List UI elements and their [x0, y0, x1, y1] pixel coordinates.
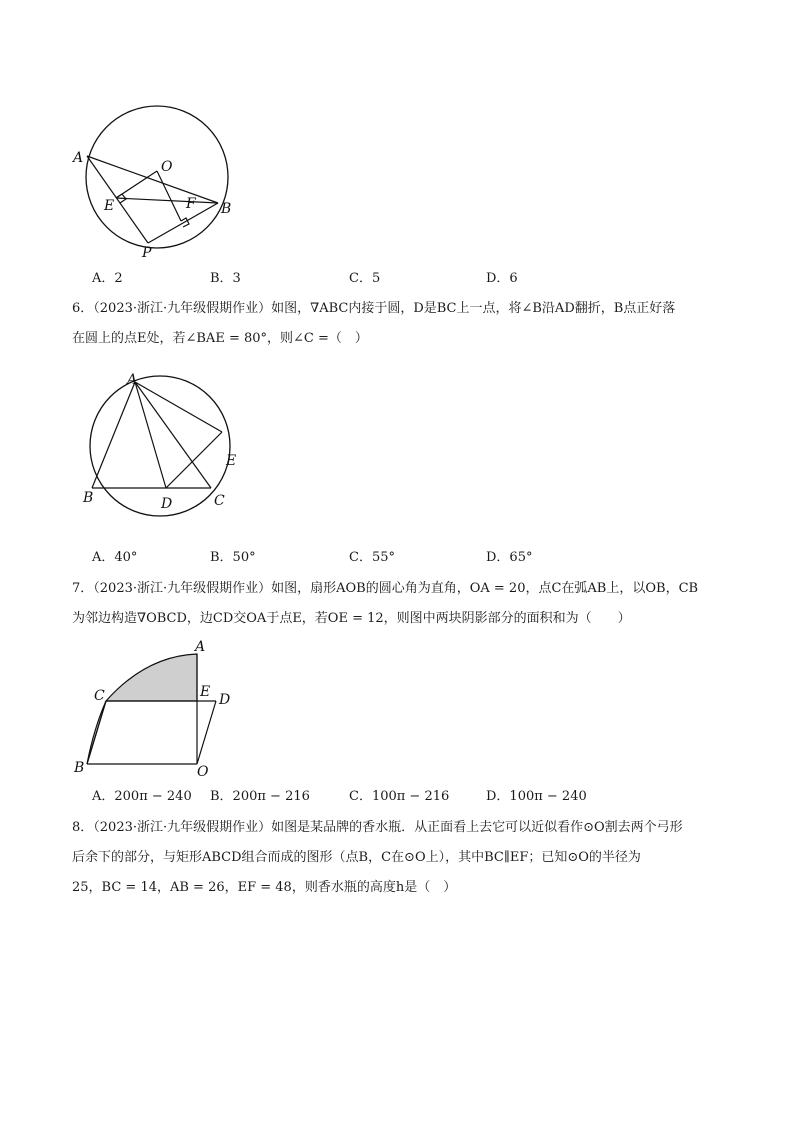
q7-option-b: B．200π − 216	[210, 789, 310, 804]
q6-label-a: A	[127, 372, 138, 388]
q6-option-c: C．55°	[349, 550, 395, 565]
q7-text-line-2: 为邻边构造∇OBCD，边CD交OA于点E，若OE = 12，则图中两块阴影部分的面积和为（ ）	[72, 611, 631, 626]
q7-option-a: A．200π − 240	[92, 789, 192, 804]
q7-label-e: E	[200, 684, 211, 700]
q5-label-p: P	[142, 245, 152, 261]
q7-option-c: C．100π − 216	[349, 789, 450, 804]
q6-option-a: A．40°	[92, 550, 138, 565]
q5-option-a: A．2	[92, 271, 123, 286]
q7-label-a: A	[195, 639, 206, 655]
q8-text-line-1: 8．（2023·浙江·九年级假期作业）如图是某品牌的香水瓶．从正面看上去它可以近似看作⊙O割去两个弓形	[72, 820, 683, 835]
q5-label-e: E	[104, 198, 115, 214]
q8-text-line-3: 25，BC = 14，AB = 26，EF = 48，则香水瓶的高度h是（ ）	[72, 880, 457, 895]
q7-text-line-1: 7．（2023·浙江·九年级假期作业）如图，扇形AOB的圆心角为直角，OA = 20，点C在弧AB上，以OB，CB	[72, 581, 699, 596]
q5-label-a: A	[73, 150, 84, 166]
q5-option-d: D．6	[486, 271, 518, 286]
q8-text-line-2: 后余下的部分，与矩形ABCD组合而成的图形（点B，C在⊙O上），其中BC∥EF；已知⊙O的半径为	[72, 850, 641, 865]
q6-text-line-2: 在圆上的点E处，若∠BAE = 80°，则∠C =（ ）	[72, 331, 368, 346]
q7-option-d: D．100π − 240	[486, 789, 587, 804]
q7-label-c: C	[94, 688, 105, 704]
q7-shaded-region-upper	[106, 654, 197, 701]
q5-figure	[70, 95, 240, 265]
q6-label-b: B	[83, 490, 94, 506]
q6-label-e: E	[226, 453, 237, 469]
q6-option-b: B．50°	[210, 550, 256, 565]
q5-label-f: F	[186, 196, 196, 212]
q7-label-b: B	[74, 760, 85, 776]
q6-option-d: D．65°	[486, 550, 533, 565]
q6-label-d: D	[161, 496, 173, 512]
q5-label-o: O	[161, 159, 173, 175]
q6-text-line-1: 6．（2023·浙江·九年级假期作业）如图，∇ABC内接于圆，D是BC上一点，将∠B沿AD翻折，B点正好落	[72, 301, 676, 316]
q7-figure	[70, 638, 240, 780]
q6-figure	[80, 368, 250, 518]
q7-label-o: O	[197, 764, 209, 780]
q5-option-b: B．3	[210, 271, 241, 286]
q6-label-c: C	[214, 493, 225, 509]
q7-label-d: D	[219, 692, 231, 708]
q5-circle	[86, 106, 228, 248]
q5-label-b: B	[221, 201, 232, 217]
q5-option-c: C．5	[349, 271, 381, 286]
q6-lines	[92, 382, 222, 488]
